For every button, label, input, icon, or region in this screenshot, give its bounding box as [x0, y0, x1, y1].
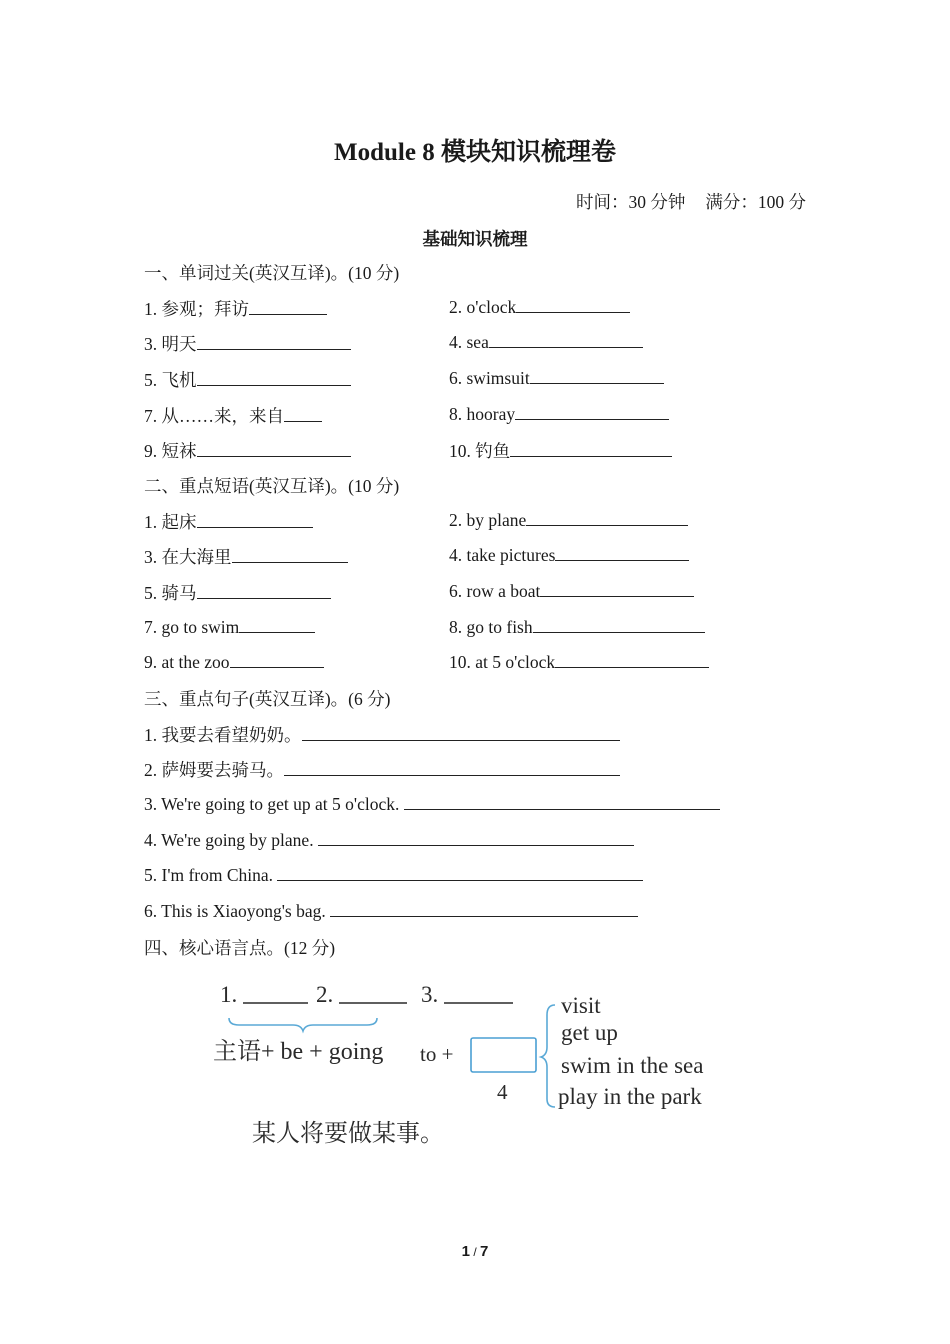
question-item: 3. 在大海里 — [144, 544, 348, 569]
example-brace — [541, 1005, 555, 1107]
sentence-item: 4. We're going by plane. — [144, 829, 634, 851]
section-heading-3: 三、重点句子(英汉互译)。(6 分) — [144, 689, 391, 709]
question-item: 2. by plane — [449, 509, 688, 531]
example-visit: visit — [561, 993, 601, 1018]
question-item: 6. row a boat — [449, 580, 694, 602]
example-play: play in the park — [558, 1084, 702, 1109]
formula-text: 主语+ be + going — [213, 1039, 384, 1065]
question-item: 5. 骑马 — [144, 580, 331, 605]
question-item: 2. o'clock — [449, 296, 630, 318]
answer-box-number: 4 — [497, 1080, 508, 1104]
question-item: 4. take pictures — [449, 544, 689, 566]
section-heading-1: 一、单词过关(英汉互译)。(10 分) — [144, 263, 400, 283]
question-item: 7. go to swim — [144, 616, 315, 638]
question-item: 8. go to fish — [449, 616, 705, 638]
sentence-item: 6. This is Xiaoyong's bag. — [144, 900, 638, 922]
exam-meta — [576, 189, 806, 214]
diagram-blank-2-label: 2. — [316, 982, 334, 1007]
question-item: 3. 明天 — [144, 331, 351, 356]
sentence-item: 3. We're going to get up at 5 o'clock. — [144, 793, 720, 815]
example-swim: swim in the sea — [561, 1053, 704, 1078]
subheading: 基础知识梳理 — [422, 229, 528, 249]
example-get-up: get up — [561, 1020, 618, 1045]
question-item: 8. hooray — [449, 403, 669, 425]
question-item: 9. at the zoo — [144, 651, 324, 673]
question-item: 4. sea — [449, 331, 643, 353]
full-score: 满分：100 分 — [705, 192, 806, 212]
diagram-blank-1-label: 1. — [220, 982, 238, 1007]
question-item: 6. swimsuit — [449, 367, 664, 389]
question-item: 1. 参观；拜访 — [144, 296, 327, 321]
to-plus-text: to + — [420, 1042, 454, 1066]
question-item: 7. 从……来，来自 — [144, 403, 322, 428]
question-item: 9. 短袜 — [144, 438, 351, 463]
meaning-text: 某人将要做某事。 — [252, 1121, 444, 1147]
answer-box — [471, 1038, 536, 1072]
question-item: 1. 起床 — [144, 509, 313, 534]
page-title: Module 8 模块知识梳理卷 — [334, 139, 616, 166]
time-limit: 时间：30 分钟 — [576, 192, 686, 212]
sentence-item: 1. 我要去看望奶奶。 — [144, 722, 620, 747]
sentence-item: 5. I'm from China. — [144, 864, 643, 886]
question-item: 10. at 5 o'clock — [449, 651, 709, 673]
under-brace — [229, 1018, 377, 1031]
question-item: 10. 钓鱼 — [449, 438, 672, 463]
section-heading-2: 二、重点短语(英汉互译)。(10 分) — [144, 476, 400, 496]
page-number: 1 / 7 — [461, 1243, 489, 1260]
diagram-blank-3-label: 3. — [421, 982, 439, 1007]
grammar-diagram — [205, 975, 745, 1160]
section-heading-4: 四、核心语言点。(12 分) — [144, 938, 336, 958]
sentence-item: 2. 萨姆要去骑马。 — [144, 757, 620, 782]
question-item: 5. 飞机 — [144, 367, 351, 392]
